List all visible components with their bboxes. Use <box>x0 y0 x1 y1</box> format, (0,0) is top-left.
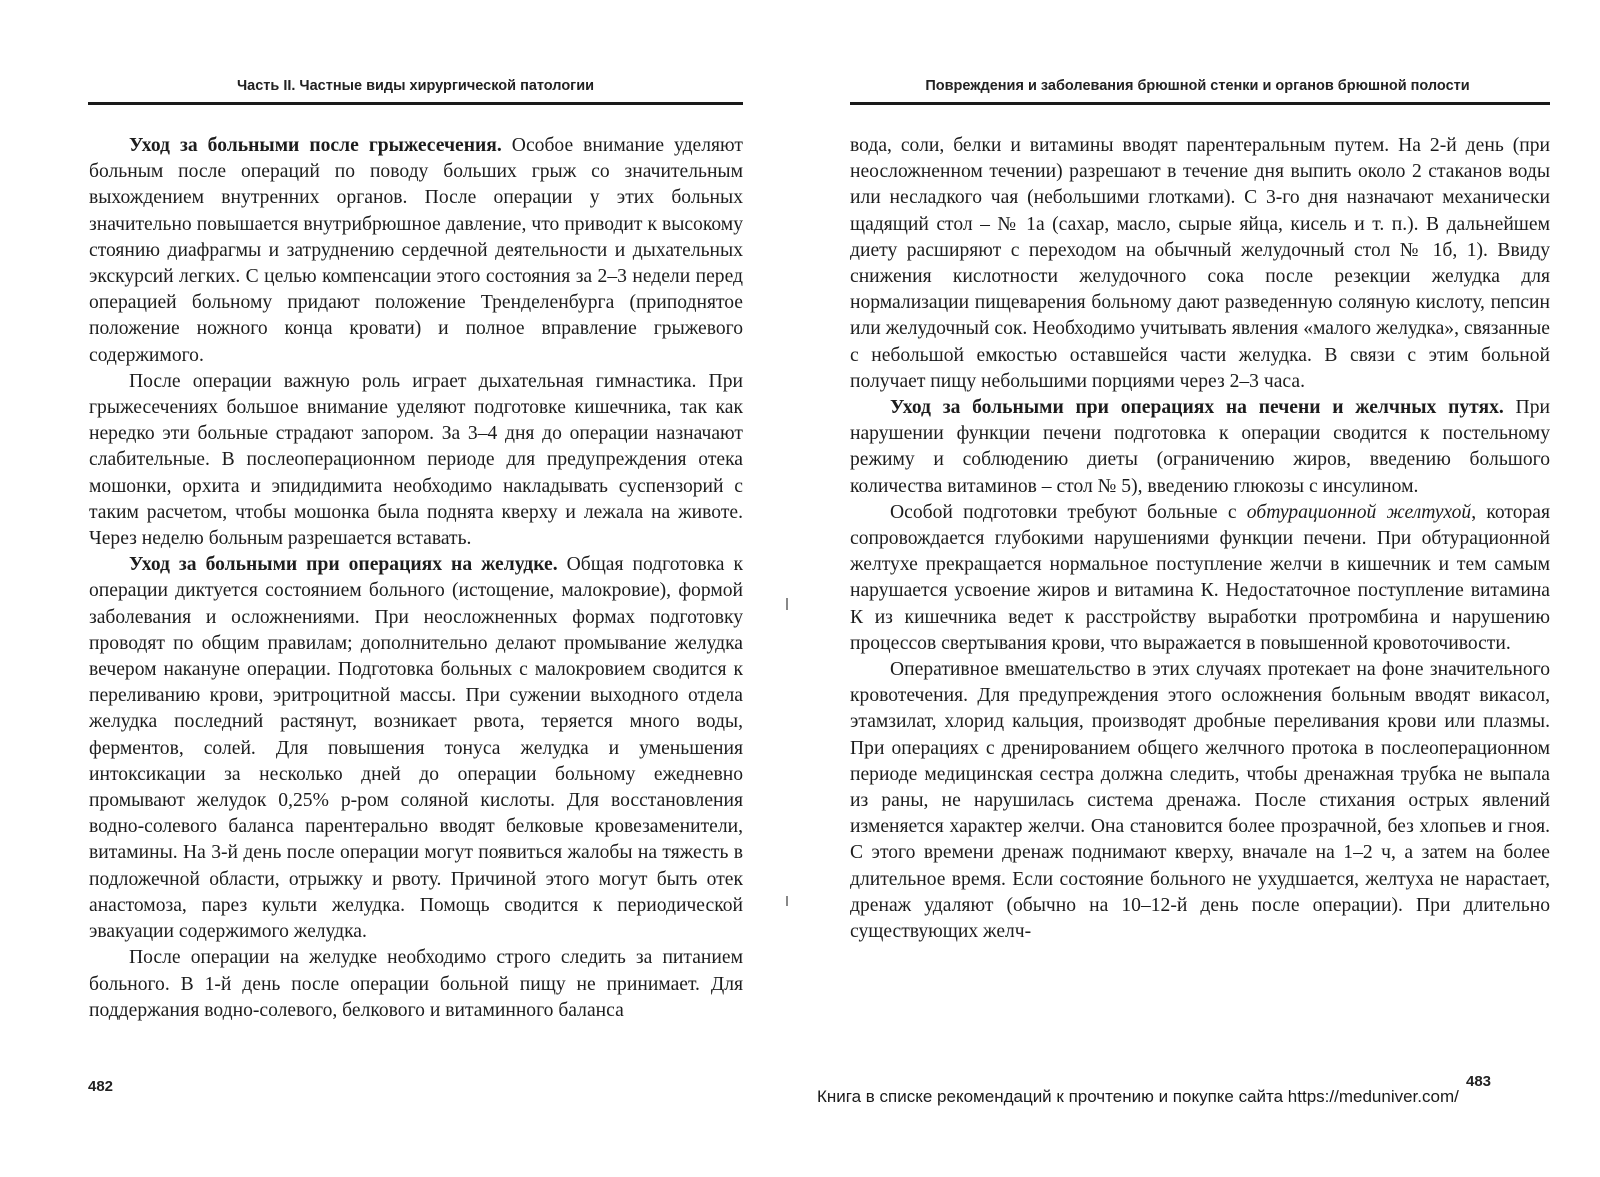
paragraph-text: Особой подготовки требуют больные с <box>890 501 1247 523</box>
section-heading: Уход за больными при операциях на печени и желчных путях. <box>890 397 1504 419</box>
paragraph <box>850 500 1550 657</box>
right-running-head: Повреждения и заболевания брюшной стенки и органов брюшной полости <box>925 78 1470 94</box>
left-body-text <box>89 133 743 1024</box>
right-page-number: 483 <box>1466 1073 1492 1090</box>
left-running-head: Часть II. Частные виды хирургической патологии <box>236 78 595 94</box>
paragraph <box>850 395 1550 500</box>
paragraph-text: Общая подготовка к операции диктуется состоянием больного (истощение, малокровие), формой заболевания и осложнениями. При неосложненных формах подготовку проводят по общим правилам; дополнительно делают промывание желудка вечером накануне операции. Подготовка больных с малокровием сводится к переливанию крови, эритроцитной массы. При сужении выходного отдела желудка последний растянут, возникает рвота, теряется много воды, ферментов, солей. Для повышения тонуса желудка и уменьшения интоксикации за несколько дней до операции больному ежедневно промывают желудок 0,25% р-ром соляной кислоты. Для восстановления водно-солевого баланса парентерально вводят белковые кровезаменители, витамины. На 3-й день после операции могут появиться жалобы на тяжесть в подложечной области, отрыжку и рвоту. Причиной этого могут быть отек анастомоза, парез культи желудка. Помощь сводится к периодической эвакуации содержимого желудка. <box>89 554 743 943</box>
paragraph-text: , которая сопровождается глубокими нарушениями функции печени. При обтурационной желтухе прекращается нормальное поступление желчи в кишечник и тем самым нарушается усвоение жиров и витамина К. Недостаточное поступление витамина К из кишечника ведет к расстройству выработки протромбина и нарушению процессов свертывания крови, что выражается в повышенной кровоточивости. <box>850 501 1551 654</box>
watermark-text: Книга в списке рекомендаций к прочтению и покупке сайта https://meduniver.com/ <box>817 1087 1459 1106</box>
paragraph <box>89 552 743 945</box>
paragraph-text: вода, соли, белки и витамины вводят парентеральным путем. На 2-й день (при неосложненном течении) разрешают в течение дня выпить около 2 стаканов воды или несладкого чая (небольшими глотками). С 3-го дня назначают механически щадящий стол – № 1а (сахар, масло, сырые яйца, кисель и т. п.). В дальнейшем диету расширяют с переходом на обычный желудочный стол № 1б, 1). Ввиду снижения кислотности желудочного сока после резекции желудка для нормализации пищеварения больному дают разведенную соляную кислоту, пепсин или желудочный сок. Необходимо учитывать явления «малого желудка», связанные с небольшой емкостью оставшейся части желудка. В связи с этим больной получает пищу небольшими порциями через 2–3 часа. <box>850 135 1550 392</box>
paragraph <box>89 945 743 1024</box>
paragraph-text: После операции на желудке необходимо строго следить за питанием больного. В 1-й день после операции больной пищу не принимает. Для поддержания водно-солевого, белкового и витаминного баланса <box>89 947 743 1021</box>
emphasis-term: обтурационной желтухой <box>1246 501 1472 523</box>
right-header-rule <box>850 102 1550 105</box>
paragraph-text: Оперативное вмешательство в этих случаях протекает на фоне значительного кровотечения. Для предупреждения этого осложнения больным вводят викасол, этамзилат, хлорид кальция, производят дробные переливания крови или плазмы. При операциях с дренированием общего желчного протока в послеоперационном периоде медицинская сестра должна следить, чтобы дренажная трубка не выпала из раны, не нарушилась система дренажа. После стихания острых явлений изменяется характер желчи. Она становится более прозрачной, без хлопьев и гноя. С этого времени дренаж поднимают кверху, вначале на 1–2 ч, а затем на более длительное время. Если состояние больного не ухудшается, желтуха не нарастает, дренаж удаляют (обычно на 10–12-й день после операции). При длительно существующих желч- <box>850 659 1550 943</box>
section-heading: Уход за больными при операциях на желудке. <box>129 554 558 576</box>
paragraph-text: После операции важную роль играет дыхательная гимнастика. При грыжесечениях большое внимание уделяют подготовке кишечника, так как нередко эти больные страдают запором. За 3–4 дня до операции назначают слабительные. В послеоперационном периоде для предупреждения отека мошонки, орхита и эпидидимита необходимо накладывать суспензорий с таким расчетом, чтобы мошонка была поднята кверху и лежала на животе. Через неделю больным разрешается вставать. <box>89 370 743 550</box>
left-header-rule <box>88 102 743 105</box>
paragraph <box>850 133 1550 395</box>
gutter-mark <box>786 896 788 906</box>
gutter-mark <box>786 598 788 610</box>
paragraph <box>89 133 743 369</box>
paragraph <box>89 369 743 552</box>
left-page-number: 482 <box>88 1078 114 1095</box>
paragraph-text: Особое внимание уделяют больным после операций по поводу больших грыж со значительным выхождением внутренних органов. После операции у этих больных значительно повышается внутрибрюшное давление, что приводит к высокому стоянию диафрагмы и затруднению сердечной деятельности и дыхательных экскурсий легких. С целью компенсации этого состояния за 2–3 недели перед операцией больному придают положение Тренделенбурга (приподнятое положение ножного конца кровати) и полное вправление грыжевого содержимого. <box>89 135 743 366</box>
right-body-text <box>850 133 1550 945</box>
right-page <box>800 0 1600 1177</box>
section-heading: Уход за больными после грыжесечения. <box>129 135 502 156</box>
paragraph-text: При нарушении функции печени подготовка к операции сводится к постельному режиму и соблюдению диеты (ограничению жиров, введению большого количества витаминов – стол № 5), введению глюкозы с инсулином. <box>850 397 1550 497</box>
paragraph <box>850 657 1550 945</box>
